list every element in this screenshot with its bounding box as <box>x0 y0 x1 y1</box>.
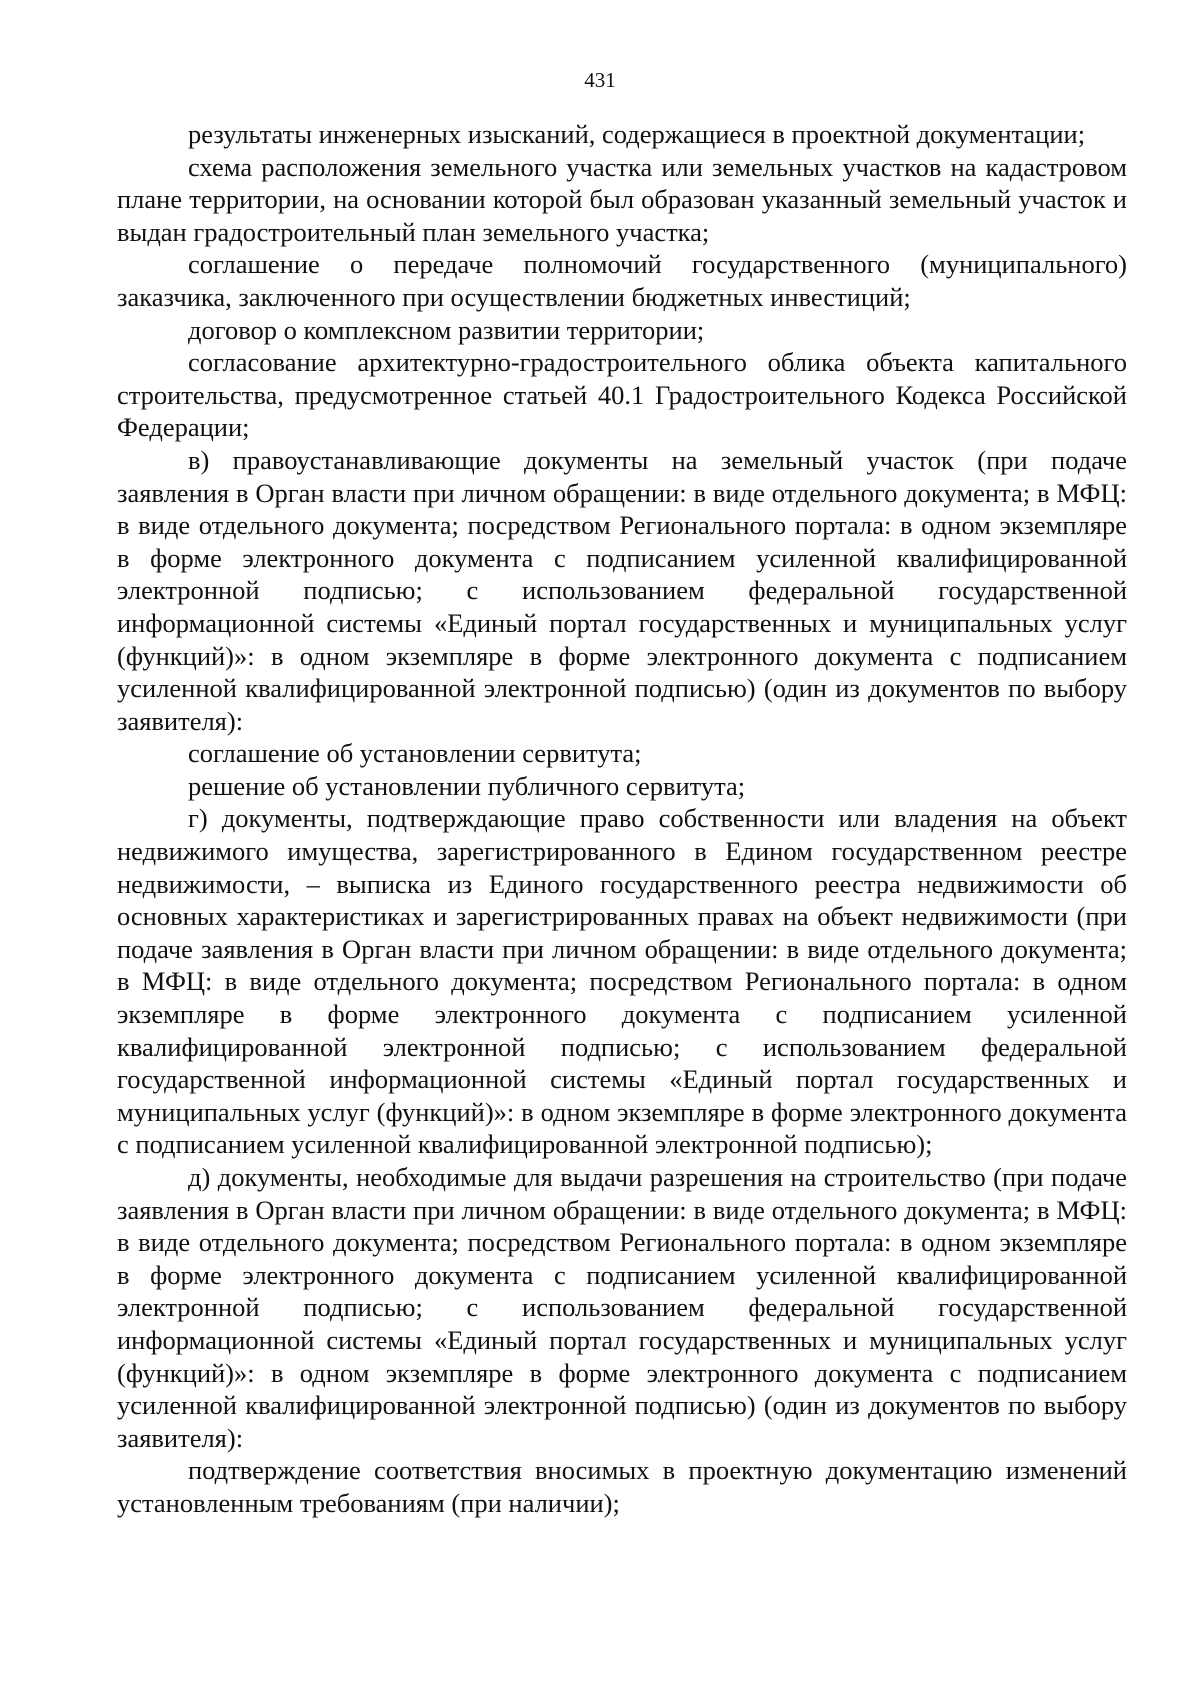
paragraph-item-g-ownership-documents: г) документы, подтверждающие право собственности или владения на объект недвижимого имущества, зарегистрированного в Едином государственном реестре недвижимости, – выписка из Единого государственного реестра недвижимости об основных характеристиках и зарегистрированных правах на объект недвижимости (при подаче заявления в Орган власти при личном обращении: в виде отдельного документа; в МФЦ: в виде отдельного документа; посредством Регионального портала: в одном экземпляре в форме электронного документа с подписанием усиленной квалифицированной электронной подписью; с использованием федеральной государственной информационной системы «Единый портал государственных и муниципальных услуг (функций)»: в одном экземпляре в форме электронного документа с подписанием усиленной квалифицированной электронной подписью); <box>117 803 1127 1160</box>
page-number: 431 <box>584 68 616 92</box>
paragraph-item-d-permit-documents: д) документы, необходимые для выдачи разрешения на строительство (при подаче заявления в Орган власти при личном обращении: в виде отдельного документа; в МФЦ: в виде отдельного документа; посредством Регионального портала: в одном экземпляре в форме электронного документа с подписанием усиленной квалифицированной электронной подписью; с использованием федеральной государственной информационной системы «Единый портал государственных и муниципальных услуг (функций)»: в одном экземпляре в форме электронного документа с подписанием усиленной квалифицированной электронной подписью) (один из документов по выбору заявителя): <box>117 1162 1127 1453</box>
paragraph-compliance-confirmation: подтверждение соответствия вносимых в проектную документацию изменений установленным требованиям (при наличии); <box>117 1455 1127 1518</box>
paragraph-land-plot-layout-scheme: схема расположения земельного участка или земельных участков на кадастровом плане территории, на основании которой был образован указанный земельный участок и выдан градостроительный план земельного участка; <box>117 151 1127 247</box>
document-body <box>117 118 1127 1520</box>
paragraph-easement-agreement: соглашение об установлении сервитута; <box>188 738 642 769</box>
paragraph-item-v-title-documents: в) правоустанавливающие документы на земельный участок (при подаче заявления в Орган власти при личном обращении: в виде отдельного документа; в МФЦ: в виде отдельного документа; посредством Регионального портала: в одном экземпляре в форме электронного документа с подписанием усиленной квалифицированной электронной подписью; с использованием федеральной государственной информационной системы «Единый портал государственных и муниципальных услуг (функций)»: в одном экземпляре в форме электронного документа с подписанием усиленной квалифицированной электронной подписью) (один из документов по выбору заявителя): <box>117 444 1127 736</box>
paragraph-integrated-development-contract: договор о комплексном развитии территории; <box>188 314 705 345</box>
paragraph-public-easement-decision: решение об установлении публичного сервитута; <box>188 770 746 801</box>
paragraph-architectural-appearance-approval: согласование архитектурно-градостроительного облика объекта капитального строительства, предусмотренное статьей 40.1 Градостроительного Кодекса Российской Федерации; <box>117 347 1127 443</box>
paragraph-engineering-survey-results: результаты инженерных изысканий, содержащиеся в проектной документации; <box>188 119 1086 149</box>
paragraph-transfer-of-powers-agreement: соглашение о передаче полномочий государственного (муниципального) заказчика, заключенного при осуществлении бюджетных инвестиций; <box>117 249 1127 312</box>
